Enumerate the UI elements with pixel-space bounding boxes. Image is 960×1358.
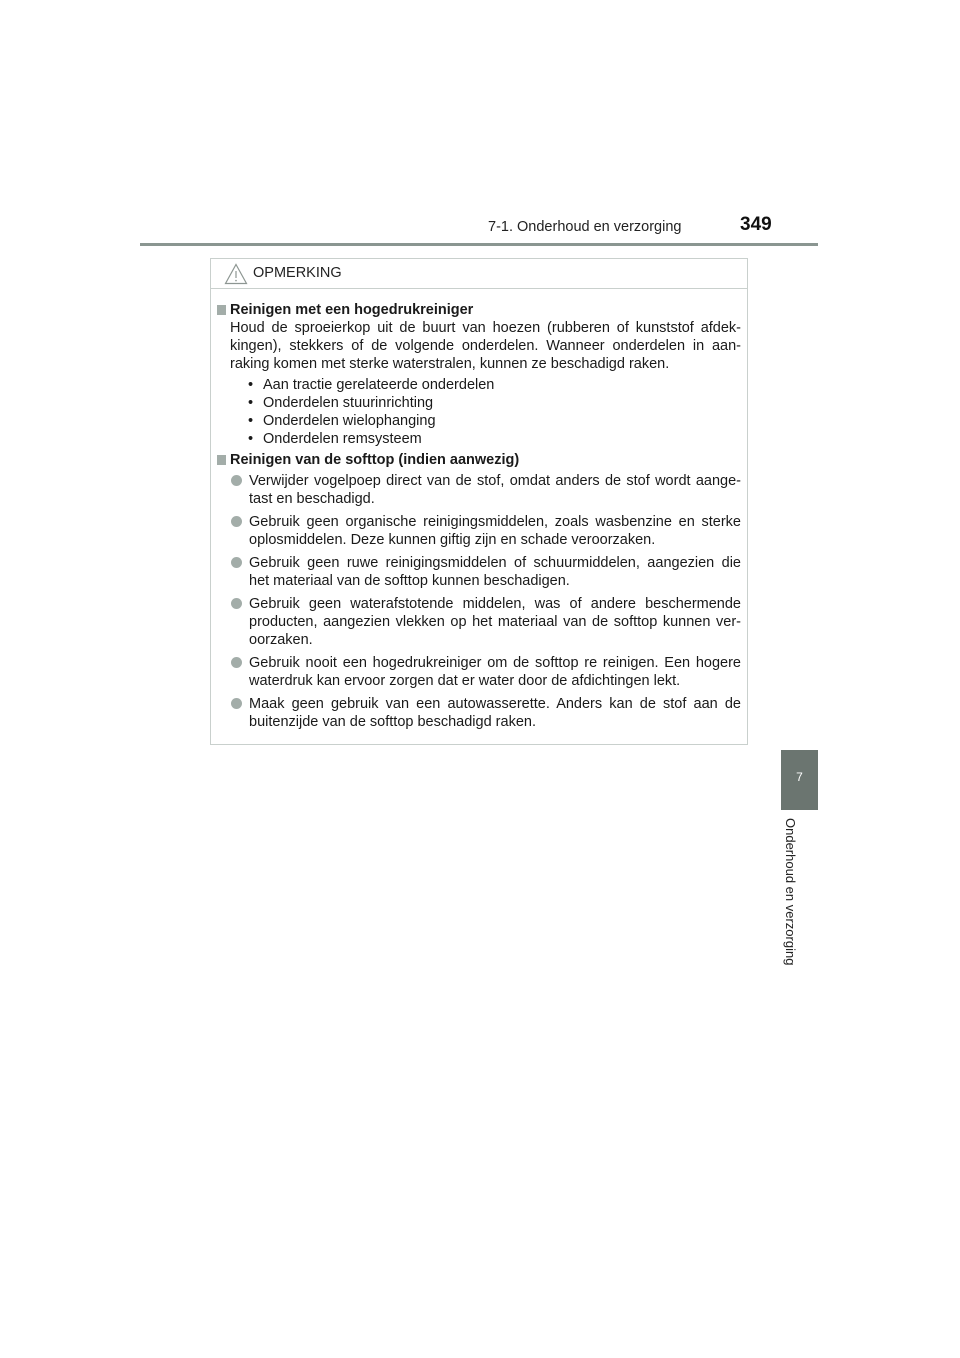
circle-bullet-icon: [231, 557, 242, 568]
notice-header: [211, 259, 747, 289]
section-title: 7-1. Onderhoud en verzorging: [488, 219, 682, 235]
section-heading-text: Reinigen met een hogedrukreiniger: [230, 302, 474, 318]
list-item: • Onderdelen wielophanging: [248, 413, 436, 429]
warning-triangle-icon: [224, 263, 248, 285]
circle-bullet-icon: [231, 598, 242, 609]
softtop-bullet-list: [230, 472, 741, 731]
list-item: Gebruik geen ruwe reinigingsmiddelen of schuurmiddelen, aangezien die het materiaal van de softtop kunnen beschadigen.: [230, 554, 741, 590]
section-heading-softtop: [217, 451, 741, 469]
notice-box: [210, 258, 748, 745]
section-heading-text: Reinigen van de softtop (indien aanwezig): [230, 452, 520, 468]
section-heading-pressure-washer: [217, 301, 741, 319]
list-item: • Aan tractie gerelateerde onderdelen: [248, 377, 495, 393]
notice-heading: OPMERKING: [253, 265, 342, 281]
header-divider: [140, 243, 818, 246]
square-bullet-icon: [217, 305, 226, 315]
list-item: Maak geen gebruik van een autowasserette. Anders kan de stof aan de buitenzijde van de softtop beschadigd raken.: [230, 695, 741, 731]
list-item: • Onderdelen stuurinrichting: [248, 395, 434, 411]
dot-bullet-icon: •: [248, 377, 254, 393]
list-item: Gebruik geen organische reinigingsmiddelen, zoals wasbenzine en sterke oplosmiddelen. Deze kunnen giftig zijn en schade veroorzaken.: [230, 513, 741, 549]
chapter-title: Onderhoud en verzorging: [783, 818, 798, 966]
list-item: • Onderdelen remsysteem: [248, 431, 422, 447]
list-item: Gebruik nooit een hogedrukreiniger om de softtop re reinigen. Een hogere waterdruk kan ervoor zorgen dat er water door de afdichtingen lekt.: [230, 654, 741, 690]
square-bullet-icon: [217, 455, 226, 465]
list-item: Gebruik geen waterafstotende middelen, was of andere beschermende producten, aangezien vlekken op het materiaal van de softtop kunnen ver-oorzaken.: [230, 595, 741, 649]
component-list: [248, 376, 741, 448]
circle-bullet-icon: [231, 698, 242, 709]
page-number: 349: [740, 214, 772, 235]
dot-bullet-icon: •: [248, 395, 254, 411]
section-paragraph: Houd de sproeierkop uit de buurt van hoezen (rubberen of kunststof afdek-kingen), stekkers of de volgende onderdelen. Wanneer onderdelen in aan-raking komen met sterke waterstralen, kunnen ze beschadigd raken.: [230, 320, 741, 372]
notice-body: [211, 289, 747, 731]
chapter-number: 7: [796, 770, 803, 784]
circle-bullet-icon: [231, 516, 242, 527]
dot-bullet-icon: •: [248, 431, 254, 447]
dot-bullet-icon: •: [248, 413, 254, 429]
chapter-title-container: [783, 818, 809, 988]
list-item: Verwijder vogelpoep direct van de stof, omdat anders de stof wordt aange-tast en beschadigd.: [230, 472, 741, 508]
circle-bullet-icon: [231, 475, 242, 486]
circle-bullet-icon: [231, 657, 242, 668]
